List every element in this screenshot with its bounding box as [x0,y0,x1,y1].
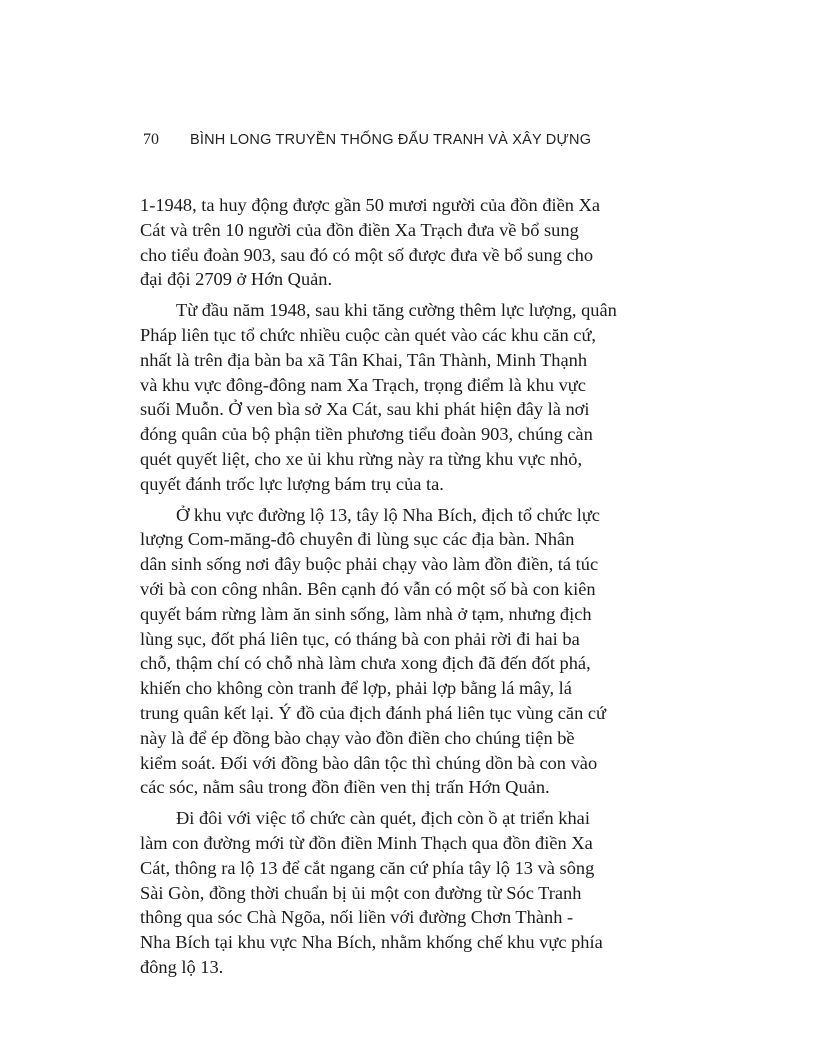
text-line: nhất là trên địa bàn ba xã Tân Khai, Tân Thành, Minh Thạnh [140,349,588,370]
text-line: và khu vực đông-đông nam Xa Trạch, trọng điểm là khu vực [140,374,586,395]
text-line: này là để ép đồng bào chạy vào đồn điền cho chúng tiện bề [140,727,575,748]
text-line: thông qua sóc Chà Ngõa, nối liền với đường Chơn Thành - [140,907,574,928]
text-line: đông lộ 13. [140,956,224,977]
text-line: đại đội 2709 ở Hớn Quản. [140,269,333,290]
text-line: với bà con công nhân. Bên cạnh đó vẫn có một số bà con kiên [140,578,596,599]
text-line: khiến cho không còn tranh để lợp, phải lợp bằng lá mây, lá [140,678,572,699]
text-line: Đi đôi với việc tổ chức càn quét, địch còn ồ ạt triển khai [176,808,590,829]
text-line: suối Muỗn. Ở ven bìa sở Xa Cát, sau khi phát hiện đây là nơi [140,399,590,420]
text-line: Cát, thông ra lộ 13 để cắt ngang căn cứ phía tây lộ 13 và sông [140,857,595,878]
paragraph-3 [140,503,672,801]
text-line: trung quân kết lại. Ý đồ của địch đánh phá liên tục vùng căn cứ [140,702,607,723]
body-text [140,193,672,980]
running-title: BÌNH LONG TRUYỀN THỐNG ĐẤU TRANH VÀ XÂY DỰNG [190,132,592,148]
paragraph-1 [140,193,672,292]
text-line: Ở khu vực đường lộ 13, tây lộ Nha Bích, địch tổ chức lực [176,504,600,525]
page-header [143,131,703,153]
page-number: 70 [143,131,159,148]
text-line: lùng sục, đốt phá liên tục, có tháng bà con phải rời đi hai ba [140,628,580,649]
paragraph-4 [140,806,672,980]
text-line: kiểm soát. Đối với đồng bào dân tộc thì chúng dồn bà con vào [140,752,598,773]
text-line: dân sinh sống nơi đây buộc phải chạy vào làm đồn điền, tá túc [140,554,599,575]
text-line: làm con đường mới từ đồn điền Minh Thạch qua đồn điền Xa [140,832,593,853]
text-line: Cát và trên 10 người của đồn điền Xa Trạch đưa về bổ sung [140,219,579,240]
text-line: Từ đầu năm 1948, sau khi tăng cường thêm lực lượng, quân [176,300,617,321]
text-line: Sài Gòn, đồng thời chuẩn bị ủi một con đường từ Sóc Tranh [140,882,582,903]
paragraph-2 [140,298,672,496]
text-line: Nha Bích tại khu vực Nha Bích, nhằm khống chế khu vực phía [140,932,603,953]
text-line: lượng Com-măng-đô chuyên đi lùng sục các địa bàn. Nhân [140,529,575,550]
text-line: đóng quân của bộ phận tiền phương tiểu đoàn 903, chúng càn [140,424,593,445]
text-line: các sóc, nằm sâu trong đồn điền ven thị trấn Hớn Quản. [140,777,550,798]
text-line: quyết bám rừng làm ăn sinh sống, làm nhà ở tạm, nhưng địch [140,603,592,624]
text-line: Pháp liên tục tổ chức nhiều cuộc càn quét vào các khu căn cứ, [140,324,597,345]
text-line: 1-1948, ta huy động được gần 50 mươi người của đồn điền Xa [140,195,601,215]
text-line: cho tiểu đoàn 903, sau đó có một số được đưa về bổ sung cho [140,244,594,265]
text-line: quét quyết liệt, cho xe ủi khu rừng này ra từng khu vực nhỏ, [140,448,583,469]
text-line: chỗ, thậm chí có chỗ nhà làm chưa xong địch đã đến đốt phá, [140,653,591,674]
text-line: quyết đánh trốc lực lượng bám trụ của ta. [140,473,444,494]
